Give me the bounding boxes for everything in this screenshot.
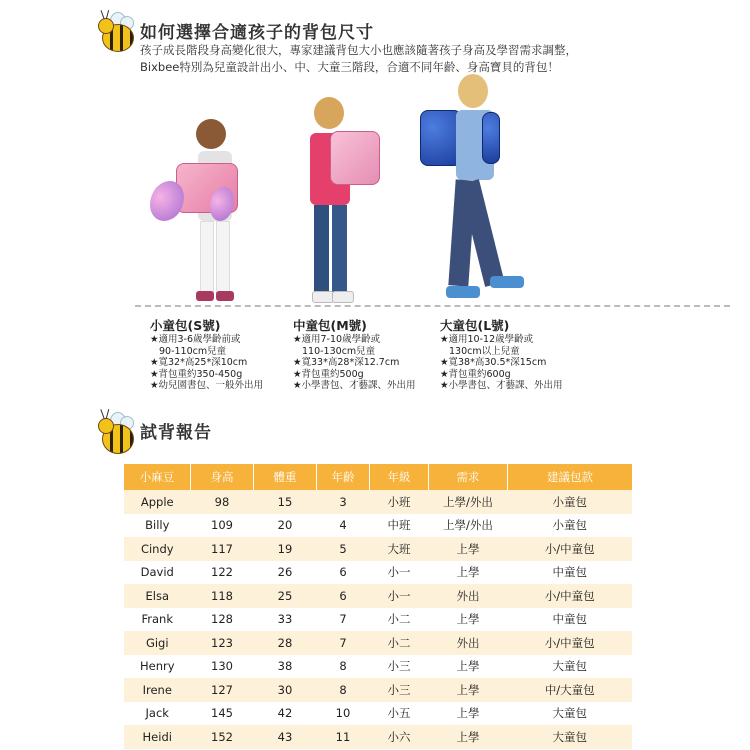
intro-line-1: 孩子成長階段身高變化很大，專家建議背包大小也應該隨著孩子身高及學習需求調整，	[140, 43, 577, 57]
table-cell: 小二	[370, 608, 429, 632]
table-cell: Jack	[124, 702, 191, 726]
table-cell: 10	[317, 702, 370, 726]
list-item: ★背包重約350-450g	[150, 368, 243, 380]
table-cell: Cindy	[124, 537, 191, 561]
table-cell: 上學	[429, 702, 508, 726]
list-item: ★適用7-10歲學齡或	[293, 334, 381, 345]
table-cell: 大童包	[508, 725, 633, 749]
table-row	[124, 655, 632, 679]
size-small-list	[150, 334, 263, 392]
table-cell: 3	[317, 490, 370, 514]
table-cell: Frank	[124, 608, 191, 632]
table-cell: 109	[191, 514, 254, 538]
size-large-list	[440, 334, 563, 392]
table-cell: 8	[317, 678, 370, 702]
table-cell: 上學/外出	[429, 490, 508, 514]
col-grade: 年級	[370, 464, 429, 490]
table-cell: 中/大童包	[508, 678, 633, 702]
table-cell: 上學	[429, 537, 508, 561]
table-cell: 127	[191, 678, 254, 702]
table-cell: 小二	[370, 631, 429, 655]
table-row	[124, 631, 632, 655]
table-cell: 中童包	[508, 561, 633, 585]
col-height: 身高	[191, 464, 254, 490]
list-item: ★背包重約600g	[440, 368, 511, 380]
table-cell: 145	[191, 702, 254, 726]
col-suggested-bag: 建議包款	[508, 464, 633, 490]
table-cell: 外出	[429, 584, 508, 608]
table-cell: 小一	[370, 584, 429, 608]
table-cell: 外出	[429, 631, 508, 655]
photo-kid-large-bag	[420, 68, 530, 308]
table-cell: 8	[317, 655, 370, 679]
section-title-trial-report: 試背報告	[140, 423, 212, 443]
trial-report-table	[124, 464, 632, 749]
table-row	[124, 537, 632, 561]
table-cell: 20	[254, 514, 317, 538]
table-cell: 中班	[370, 514, 429, 538]
table-cell: Heidi	[124, 725, 191, 749]
table-cell: 128	[191, 608, 254, 632]
size-small-title: 小童包(S號)	[150, 318, 221, 333]
table-cell: 小/中童包	[508, 537, 633, 561]
list-item: 130cm以上兒童	[449, 345, 520, 357]
table-cell: 122	[191, 561, 254, 585]
table-row	[124, 608, 632, 632]
list-item: ★適用3-6歲學齡前或	[150, 334, 241, 345]
table-cell: 大班	[370, 537, 429, 561]
table-cell: 26	[254, 561, 317, 585]
list-item: 90-110cm兒童	[159, 345, 227, 357]
table-cell: 6	[317, 561, 370, 585]
table-cell: 小五	[370, 702, 429, 726]
table-cell: 38	[254, 655, 317, 679]
table-cell: 15	[254, 490, 317, 514]
table-cell: 上學/外出	[429, 514, 508, 538]
table-cell: 118	[191, 584, 254, 608]
table-cell: 大童包	[508, 702, 633, 726]
size-medium-list	[293, 334, 416, 392]
table-row	[124, 490, 632, 514]
table-cell: 小/中童包	[508, 584, 633, 608]
table-row	[124, 561, 632, 585]
table-cell: 小/中童包	[508, 631, 633, 655]
table-cell: 98	[191, 490, 254, 514]
table-cell: 上學	[429, 561, 508, 585]
table-cell: 28	[254, 631, 317, 655]
table-cell: 7	[317, 631, 370, 655]
size-large-title: 大童包(L號)	[440, 318, 510, 333]
table-cell: 43	[254, 725, 317, 749]
list-item: 110-130cm兒童	[302, 345, 376, 357]
table-cell: Apple	[124, 490, 191, 514]
col-name: 小麻豆	[124, 464, 191, 490]
table-row	[124, 678, 632, 702]
bee-icon	[96, 408, 138, 456]
list-item: ★背包重約500g	[293, 368, 364, 380]
col-age: 年齡	[317, 464, 370, 490]
table-cell: 25	[254, 584, 317, 608]
table-cell: 11	[317, 725, 370, 749]
table-row	[124, 702, 632, 726]
table-cell: 小六	[370, 725, 429, 749]
table-cell: 上學	[429, 655, 508, 679]
table-cell: Henry	[124, 655, 191, 679]
col-weight: 體重	[254, 464, 317, 490]
table-cell: 6	[317, 584, 370, 608]
table-header-row	[124, 464, 632, 490]
table-cell: 33	[254, 608, 317, 632]
size-medium-title: 中童包(M號)	[293, 318, 367, 333]
table-cell: 117	[191, 537, 254, 561]
table-cell: 5	[317, 537, 370, 561]
table-row	[124, 725, 632, 749]
photo-kid-medium-bag	[300, 95, 390, 310]
table-cell: 小三	[370, 678, 429, 702]
table-cell: David	[124, 561, 191, 585]
table-cell: 小三	[370, 655, 429, 679]
intro-line-2: Bixbee特別為兒童設計出小、中、大童三階段，合適不同年齡、身高寶貝的背包！	[140, 60, 559, 74]
col-need: 需求	[429, 464, 508, 490]
table-cell: 大童包	[508, 655, 633, 679]
table-cell: 上學	[429, 678, 508, 702]
table-cell: Irene	[124, 678, 191, 702]
list-item: ★寬32*高25*深10cm	[150, 357, 248, 368]
list-item: ★幼兒園書包、一般外出用	[150, 380, 264, 391]
table-cell: 130	[191, 655, 254, 679]
table-row	[124, 514, 632, 538]
list-item: ★小學書包、才藝課、外出用	[293, 380, 416, 391]
table-cell: 上學	[429, 608, 508, 632]
section-title-size-guide: 如何選擇合適孩子的背包尺寸	[140, 23, 374, 43]
table-cell: 上學	[429, 725, 508, 749]
table-row	[124, 584, 632, 608]
table-cell: 小班	[370, 490, 429, 514]
table-cell: 小童包	[508, 514, 633, 538]
table-cell: Gigi	[124, 631, 191, 655]
table-cell: Billy	[124, 514, 191, 538]
table-cell: Elsa	[124, 584, 191, 608]
table-cell: 4	[317, 514, 370, 538]
table-cell: 152	[191, 725, 254, 749]
table-cell: 7	[317, 608, 370, 632]
divider-dashed	[135, 305, 730, 307]
table-cell: 中童包	[508, 608, 633, 632]
table-cell: 42	[254, 702, 317, 726]
table-cell: 小一	[370, 561, 429, 585]
list-item: ★適用10-12歲學齡或	[440, 334, 534, 345]
table-cell: 19	[254, 537, 317, 561]
table-cell: 30	[254, 678, 317, 702]
list-item: ★寬33*高28*深12.7cm	[293, 357, 400, 368]
photo-kid-small-bag	[148, 115, 248, 310]
table-cell: 小童包	[508, 490, 633, 514]
table-cell: 123	[191, 631, 254, 655]
bee-icon	[96, 10, 138, 54]
list-item: ★小學書包、才藝課、外出用	[440, 380, 563, 391]
list-item: ★寬38*高30.5*深15cm	[440, 357, 547, 368]
